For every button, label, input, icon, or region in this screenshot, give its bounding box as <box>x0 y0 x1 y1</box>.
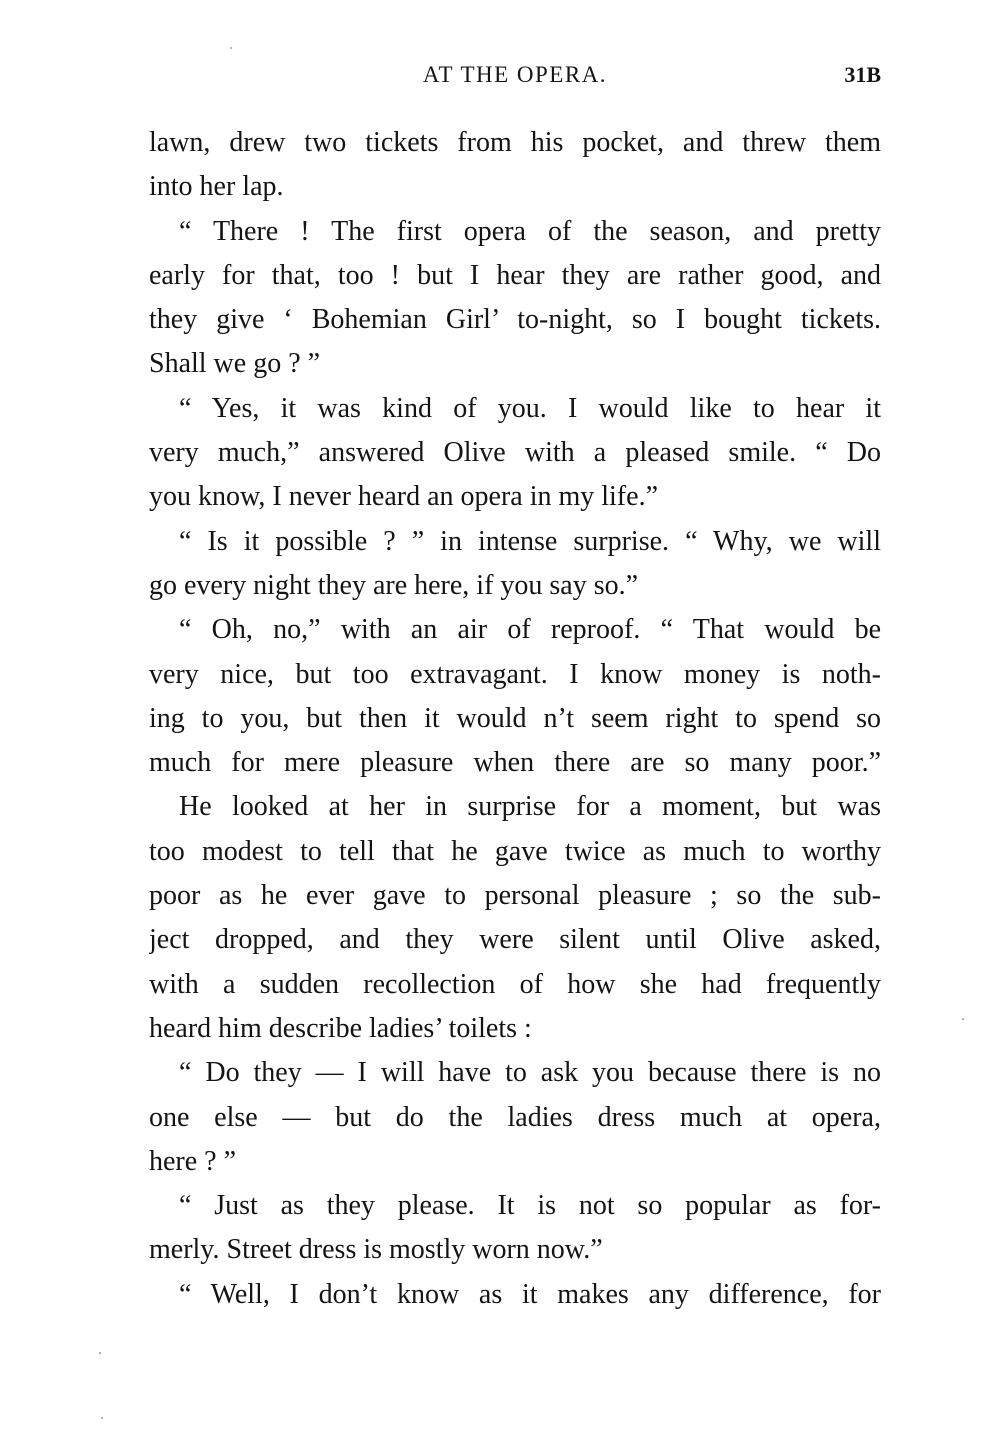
text-line: too modest to tell that he gave twice as much to worthy <box>149 835 881 867</box>
text-line: ject dropped, and they were silent until Olive asked, <box>149 924 881 956</box>
text-line: lawn, drew two tickets from his pocket, and threw them <box>149 127 881 158</box>
text-line: very much,” answered Olive with a pleased smile. “ Do <box>149 437 881 469</box>
text-line: Shall we go ? ” <box>149 348 321 380</box>
text-line: go every night they are here, if you say so.” <box>149 569 639 601</box>
text-line: “ Well, I don’t know as it makes any difference, for <box>179 1278 881 1310</box>
text-line: “ There ! The first opera of the season, and pretty <box>179 215 881 247</box>
running-title: AT THE OPERA. <box>422 62 608 87</box>
scan-speck <box>99 1352 101 1354</box>
text-line: early for that, too ! but I hear they are rather good, and <box>149 259 881 291</box>
page-number: 31B <box>844 62 881 87</box>
text-line: much for mere pleasure when there are so many poor.” <box>149 747 881 779</box>
text-line: He looked at her in surprise for a moment, but was <box>179 791 881 823</box>
text-line: “ Oh, no,” with an air of reproof. “ That would be <box>179 614 881 646</box>
scan-speck <box>230 47 232 49</box>
text-line: “ Just as they please. It is not so popular as for- <box>179 1190 881 1222</box>
scan-speck <box>962 1018 964 1020</box>
text-line: here ? ” <box>149 1145 237 1177</box>
text-line: merly. Street dress is mostly worn now.” <box>149 1234 603 1266</box>
text-line: very nice, but too extravagant. I know money is noth- <box>149 658 881 690</box>
scan-speck <box>101 1417 103 1419</box>
text-line: “ Is it possible ? ” in intense surprise. “ Why, we will <box>179 525 881 557</box>
text-line: they give ‘ Bohemian Girl’ to-night, so I bought tickets. <box>149 304 881 336</box>
text-line: poor as he ever gave to personal pleasure ; so the sub- <box>149 880 881 912</box>
body-text <box>149 121 881 1317</box>
running-head <box>149 58 881 92</box>
text-line: with a sudden recollection of how she had frequently <box>149 968 881 1000</box>
text-line: into her lap. <box>149 171 284 203</box>
text-line: “ Yes, it was kind of you. I would like to hear it <box>179 392 881 424</box>
text-line: you know, I never heard an opera in my life.” <box>149 481 658 513</box>
text-line: heard him describe ladies’ toilets : <box>149 1012 532 1044</box>
text-line: “ Do they — I will have to ask you because there is no <box>179 1057 881 1089</box>
text-line: one else — but do the ladies dress much at opera, <box>149 1101 881 1133</box>
text-line: ing to you, but then it would n’t seem right to spend so <box>149 702 881 734</box>
